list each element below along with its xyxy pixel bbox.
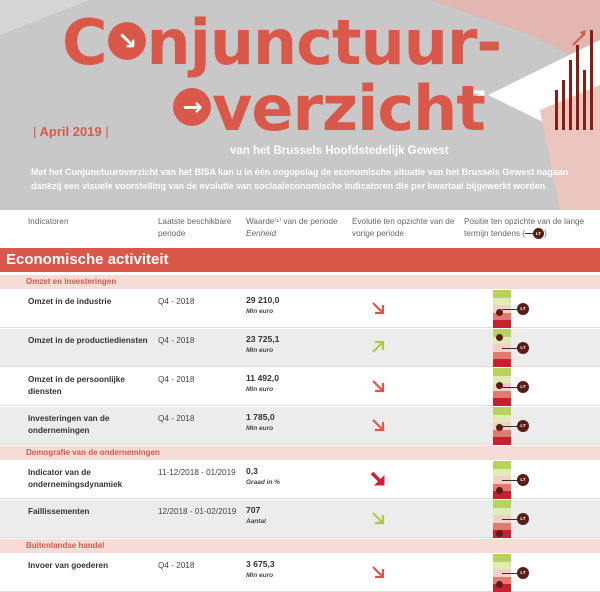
indicator-name: Indicator van de ondernemingsdynamiek bbox=[28, 468, 123, 489]
indicator-unit: Mln euro bbox=[246, 308, 274, 315]
indicator-value: 707 bbox=[246, 505, 261, 515]
lt-badge-icon: LT bbox=[517, 342, 529, 354]
indicator-value: 0,3 bbox=[246, 466, 258, 476]
indicator-value: 23 725,1 bbox=[246, 334, 280, 344]
arrow-down-right-filled-icon bbox=[369, 470, 387, 488]
lt-badge-icon: LT bbox=[517, 513, 529, 525]
trend-position-gauge bbox=[493, 461, 529, 499]
indicator-value: 11 492,0 bbox=[246, 373, 279, 383]
indicator-name: Investeringen van de ondernemingen bbox=[28, 414, 110, 435]
gauge-segment bbox=[493, 523, 511, 531]
position-marker bbox=[496, 581, 503, 588]
col-header-period: Laatste beschikbare periode bbox=[158, 217, 232, 238]
subsection-turnover-investments: Omzet en investeringen bbox=[0, 275, 600, 289]
indicator-period: 12/2018 - 01-02/2019 bbox=[158, 507, 237, 516]
gauge-segment bbox=[493, 359, 511, 367]
indicator-value: 1 785,0 bbox=[246, 412, 275, 422]
indicator-name: Omzet in de productiediensten bbox=[28, 336, 148, 345]
gauge-segment bbox=[493, 320, 511, 328]
lt-badge-icon: LT bbox=[517, 567, 529, 579]
arrow-right-circle-icon: → bbox=[173, 88, 211, 126]
indicator-period: Q4 - 2018 bbox=[158, 297, 195, 306]
report-header bbox=[0, 0, 600, 210]
trend-position-gauge bbox=[493, 290, 529, 328]
lt-badge-icon: LT bbox=[517, 381, 529, 393]
report-intro: Met het Conjunctuuroverzicht van het BISA kan u in één oogopslag de economische situatie van het Brussels Gewest nagaan dankzij een visuele voorstelling van de evolutie van sociaaleconomische indicatoren die per kwartaal bijgewerkt worden. bbox=[31, 167, 569, 191]
gauge-segment bbox=[493, 554, 511, 562]
gauge-segment bbox=[493, 437, 511, 445]
gauge-segment bbox=[493, 461, 511, 469]
indicator-unit: Mln euro bbox=[246, 425, 274, 432]
indicator-name: Omzet in de persoonlijke diensten bbox=[28, 375, 125, 396]
gauge-segment bbox=[493, 415, 511, 423]
trend-position-gauge bbox=[493, 368, 529, 406]
arrow-down-right-icon bbox=[369, 377, 387, 395]
lt-badge-icon: LT bbox=[517, 474, 529, 486]
trend-position-gauge bbox=[493, 500, 529, 538]
table-row bbox=[0, 329, 600, 367]
indicator-value: 3 675,3 bbox=[246, 559, 275, 569]
gauge-segment bbox=[493, 398, 511, 406]
gauge-segment bbox=[493, 290, 511, 298]
table-row bbox=[0, 407, 600, 445]
arrow-down-right-icon bbox=[369, 416, 387, 434]
trend-position-gauge bbox=[493, 329, 529, 367]
gauge-segment bbox=[493, 376, 511, 384]
gauge-segment bbox=[493, 407, 511, 415]
trend-position-gauge bbox=[493, 554, 529, 592]
col-header-evolution: Evolutie ten opzichte van de vorige periode bbox=[352, 217, 455, 238]
arrow-down-right-green-icon bbox=[369, 509, 387, 527]
indicator-period: Q4 - 2018 bbox=[158, 561, 195, 570]
trend-position-gauge bbox=[493, 407, 529, 445]
col-header-indicators: Indicatoren bbox=[28, 217, 69, 226]
gauge-segment bbox=[493, 469, 511, 477]
subsection-foreign-trade: Buitenlandse handel bbox=[0, 539, 600, 553]
gauge-segment bbox=[493, 352, 511, 360]
table-row bbox=[0, 554, 600, 592]
position-marker bbox=[496, 530, 503, 537]
lt-badge-icon: LT bbox=[533, 228, 544, 239]
report-subtitle: van het Brussels Hoofdstedelijk Gewest bbox=[230, 145, 449, 157]
gauge-segment bbox=[493, 368, 511, 376]
gauge-segment bbox=[493, 298, 511, 306]
indicator-period: Q4 - 2018 bbox=[158, 336, 195, 345]
indicator-period: 11-12/2018 - 01/2019 bbox=[158, 468, 236, 477]
position-marker bbox=[496, 309, 503, 316]
indicator-period: Q4 - 2018 bbox=[158, 375, 195, 384]
arrow-down-right-icon bbox=[369, 299, 387, 317]
indicator-unit: Mln euro bbox=[246, 386, 274, 393]
col-header-value: Waarde⁽¹⁾ van de periode Eenheid bbox=[246, 217, 338, 238]
position-marker bbox=[496, 334, 503, 341]
lt-badge-icon: LT bbox=[517, 303, 529, 315]
indicator-unit: Mln euro bbox=[246, 572, 274, 579]
indicator-period: Q4 - 2018 bbox=[158, 414, 195, 423]
arrow-down-right-circle-icon: ↘ bbox=[108, 22, 146, 60]
position-marker bbox=[496, 382, 503, 389]
table-row bbox=[0, 290, 600, 328]
arrow-up-right-icon bbox=[369, 338, 387, 356]
indicator-unit: Graad in % bbox=[246, 479, 280, 486]
lt-badge-icon: LT bbox=[517, 420, 529, 432]
indicator-name: Faillissementen bbox=[28, 507, 90, 516]
gauge-segment bbox=[493, 391, 511, 399]
indicator-unit: Aantal bbox=[246, 518, 266, 525]
indicator-name: Invoer van goederen bbox=[28, 561, 109, 570]
table-row bbox=[0, 461, 600, 499]
indicator-unit: Mln euro bbox=[246, 347, 274, 354]
gauge-segment bbox=[493, 562, 511, 570]
report-title-line2: → verzicht bbox=[172, 72, 485, 146]
section-economic-activity: Economische activiteit bbox=[0, 248, 600, 272]
report-date: | April 2019 | bbox=[33, 124, 109, 139]
report-title-line1: C ↘ njunctuur- bbox=[62, 6, 502, 79]
subsection-business-demography: Demografie van de ondernemingen bbox=[0, 446, 600, 460]
indicator-name: Omzet in de industrie bbox=[28, 297, 112, 306]
gauge-segment bbox=[493, 508, 511, 516]
col-header-position: Positie ten opzichte van de lange termijn tendens ( LT ) bbox=[464, 217, 585, 238]
table-row bbox=[0, 500, 600, 538]
indicator-value: 29 210,0 bbox=[246, 295, 280, 305]
gauge-segment bbox=[493, 430, 511, 438]
table-row bbox=[0, 368, 600, 406]
arrow-down-right-icon bbox=[369, 563, 387, 581]
gauge-segment bbox=[493, 500, 511, 508]
